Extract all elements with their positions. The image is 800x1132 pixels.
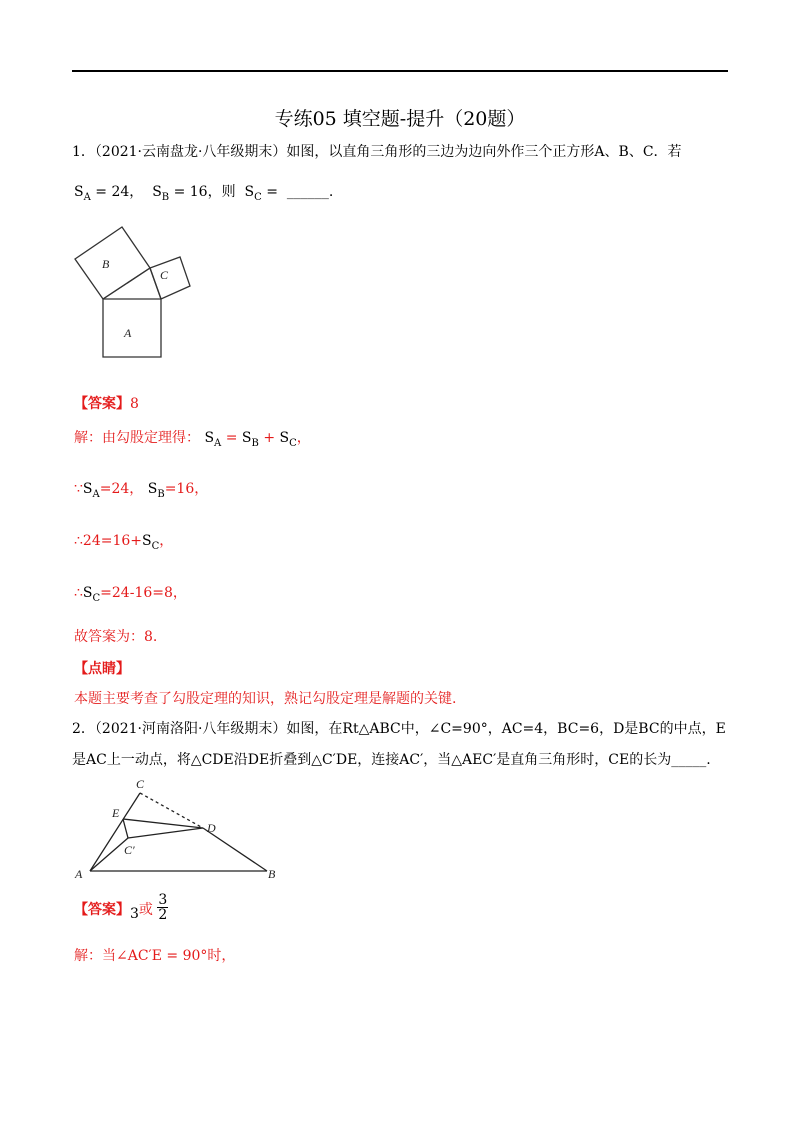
q1-solution-2: $\because S_A=24$， $S_B=16$， — [74, 481, 209, 500]
sc-symbol: S — [244, 184, 255, 200]
q1-solution-1: 解：由勾股定理得： $S_A = S_B + S_C$， — [74, 430, 311, 449]
point-d: D — [207, 821, 216, 835]
point-c: C — [136, 777, 145, 791]
point-c-prime: C′ — [124, 843, 135, 857]
squares-figure — [70, 222, 195, 362]
q1-text: 1．（2021·云南盘龙·八年级期末）如图，以直角三角形的三边为边向外作三个正方形A、B、C．若 — [72, 144, 682, 160]
page-title: 专练05 填空题-提升（20题） — [274, 108, 526, 130]
sb-value: = 16 — [169, 184, 208, 200]
label-c: C — [160, 268, 169, 282]
q2-text-1: 2．（2021·河南洛阳·八年级期末）如图，在Rt△ABC中，∠C=90°，AC=4，BC=6，D是BC的中点，E — [72, 721, 726, 737]
square-b — [75, 227, 150, 299]
q1-remark: 本题主要考查了勾股定理的知识，熟记勾股定理是解题的关键. — [74, 691, 457, 707]
square-a — [103, 299, 161, 357]
q2-solution-1: 解：当∠AC′E = 90°时， — [74, 948, 236, 964]
point-e: E — [112, 806, 120, 820]
sb-symbol: S — [152, 184, 162, 200]
q1-solution-5: 故答案为：8. — [74, 629, 158, 645]
point-b: B — [268, 867, 276, 881]
triangle-figure — [72, 775, 287, 883]
q1-answer: 【答案】8 — [74, 396, 139, 412]
label-b: B — [102, 257, 110, 271]
sa-value: = 24 — [90, 184, 130, 200]
q1-remark-tag: 【点睛】 — [74, 661, 130, 677]
answer-blank: ______. — [286, 184, 334, 200]
q1-solution-4: $\therefore S_C=24-16=8$， — [74, 585, 187, 604]
q2-answer: 【答案】3或 $\frac{3}{2}$ — [74, 892, 168, 923]
top-rule — [72, 70, 728, 72]
q2-text-2: 是AC上一动点，将△CDE沿DE折叠到△C′DE，连接AC′，当△AEC′是直角三角形时，CE的长为_____. — [72, 752, 711, 768]
point-a: A — [75, 867, 83, 881]
q1-solution-3: $\therefore 24=16+S_C$， — [74, 533, 174, 552]
sa-symbol: S — [74, 184, 84, 200]
fraction: $\frac{3}{2}$ — [158, 892, 168, 923]
q1-givens: $S_A = 24$， $S_B = 16$，则 $S_C$ = ______. — [74, 184, 334, 203]
square-c — [150, 257, 190, 299]
label-a: A — [124, 326, 132, 340]
